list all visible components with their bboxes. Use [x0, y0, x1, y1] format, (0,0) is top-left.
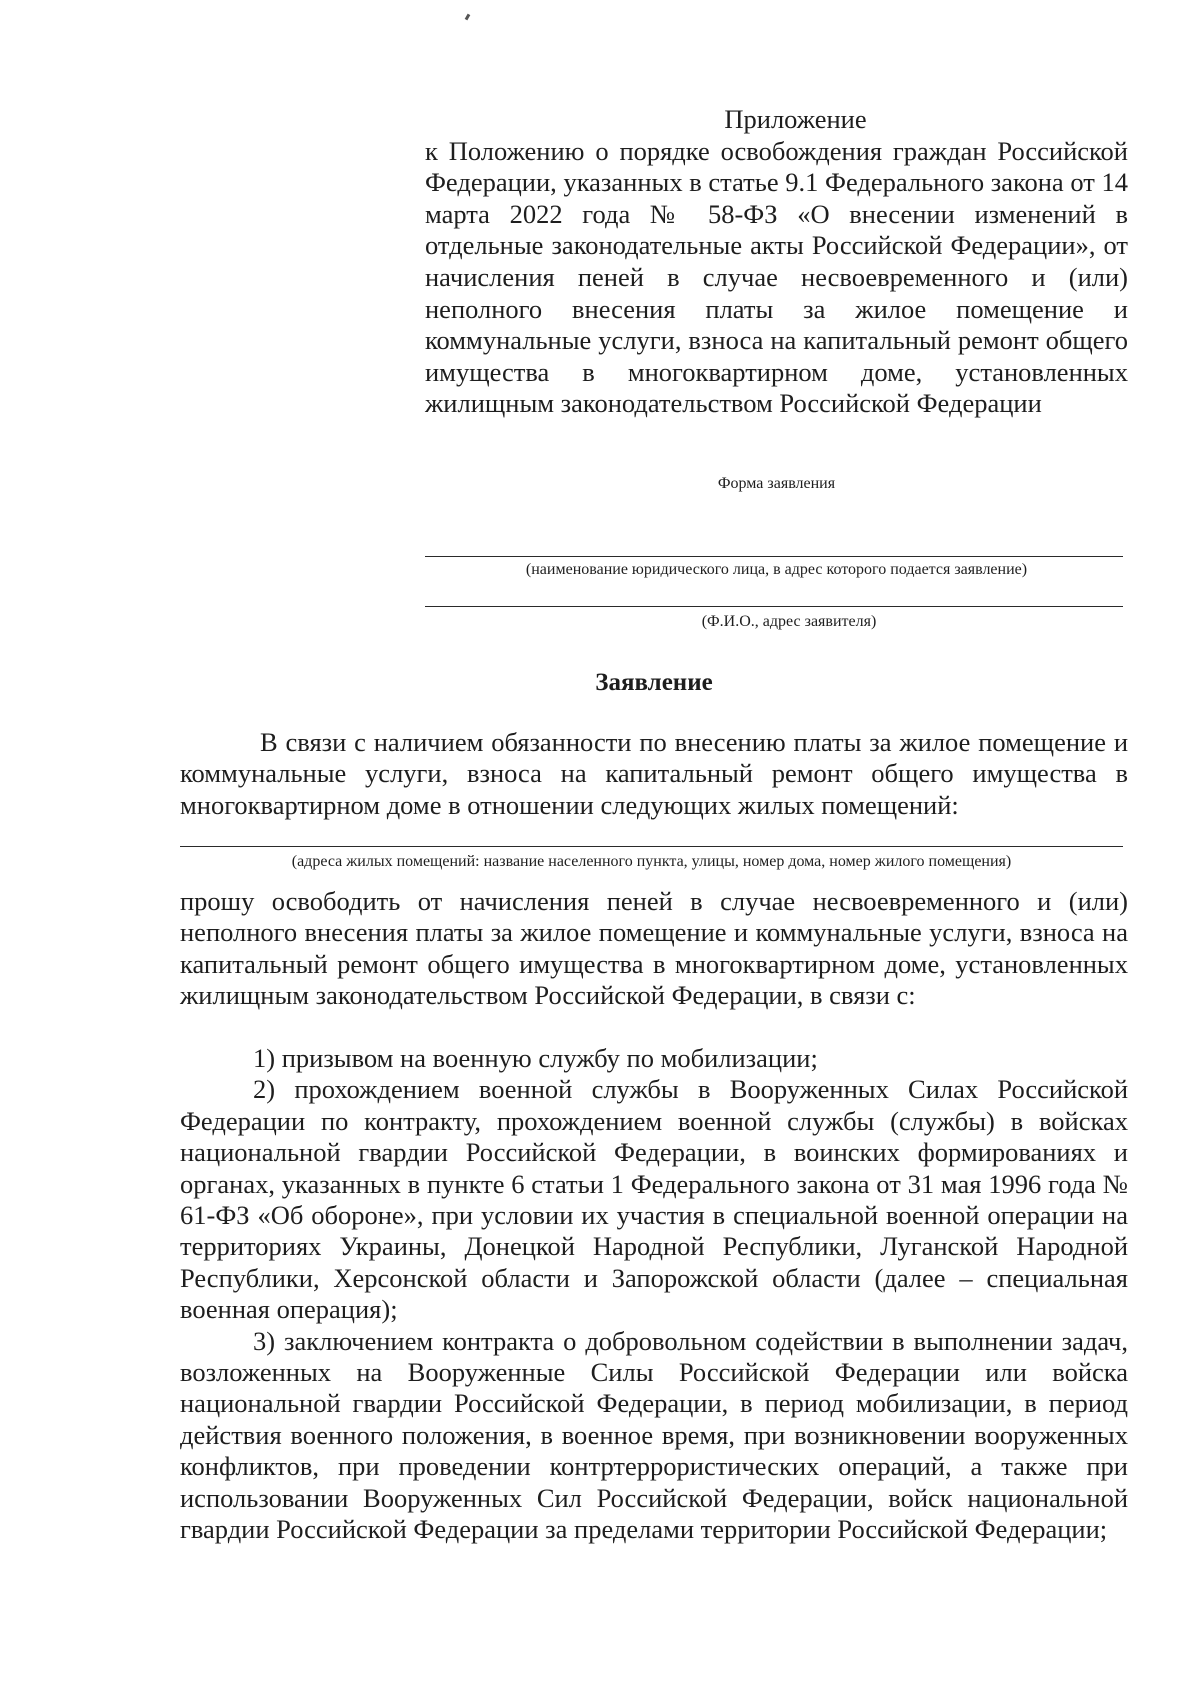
appendix-body: к Положению о порядке освобождения граждан Российской Федерации, указанных в статье 9.1 Федерального закона от 14 марта 2022 года № 58-ФЗ «О внесении изменений в отдельные законодательные акты Российской Федерации», от начисления пеней в случае несвоевременного и (или) неполного внесения платы за жилое помещение и коммунальные услуги, взноса на капитальный ремонт общего имущества в многоквартирном доме, установленных жилищным законодательством Российской Федерации — [425, 135, 1128, 419]
applicant-field-caption: (Ф.И.О., адрес заявителя) — [701, 613, 877, 630]
premises-field-caption: (адреса жилых помещений: название населенного пункта, улицы, номер дома, номер жилого помещения) — [291, 853, 1012, 870]
appendix-block — [425, 104, 1128, 420]
scan-artifact — [465, 14, 471, 21]
grounds-list — [180, 1043, 1128, 1546]
intro-paragraph: В связи с наличием обязанности по внесению платы за жилое помещение и коммунальные услуги, взноса на капитальный ремонт общего имущества в многоквартирном доме в отношении следующих жилых помещений: — [180, 727, 1128, 820]
list-item: 3) заключением контракта о добровольном содействии в выполнении задач, возложенных на Вооруженные Силы Российской Федерации или войска национальной гвардии Российской Федерации, в период мобилизации, в период действия военного положения, в военное время, при возникновении вооруженных конфликтов, при проведении контртеррористических операций, а также при использовании Вооруженных Сил Российской Федерации, войск национальной гвардии Российской Федерации за пределами территории Российской Федерации; — [180, 1325, 1128, 1545]
document-title: Заявление — [595, 669, 713, 696]
recipient-field-caption: (наименование юридического лица, в адрес которого подается заявление) — [525, 561, 1028, 578]
applicant-field-line — [425, 606, 1123, 607]
request-paragraph: прошу освободить от начисления пеней в случае несвоевременного и (или) неполного внесения платы за жилое помещение и коммунальные услуги, взноса на капитальный ремонт общего имущества в многоквартирном доме, установленных жилищным законодательством Российской Федерации, в связи с: — [180, 886, 1128, 1011]
list-item: 1) призывом на военную службу по мобилизации; — [253, 1043, 818, 1073]
form-label: Форма заявления — [717, 475, 836, 492]
recipient-field-line — [425, 556, 1123, 557]
list-item: 2) прохождением военной службы в Вооруженных Силах Российской Федерации по контракту, прохождением военной службы (службы) в войсках национальной гвардии Российской Федерации, в воинских формированиях и органах, указанных в пункте 6 статьи 1 Федерального закона от 31 мая 1996 года № 61-ФЗ «Об обороне», при условии их участия в специальной военной операции на территориях Украины, Донецкой Народной Республики, Луганской Народной Республики, Херсонской области и Запорожской области (далее – специальная военная операция); — [180, 1074, 1128, 1325]
appendix-title: Приложение — [724, 104, 867, 134]
premises-field-line — [180, 846, 1123, 847]
